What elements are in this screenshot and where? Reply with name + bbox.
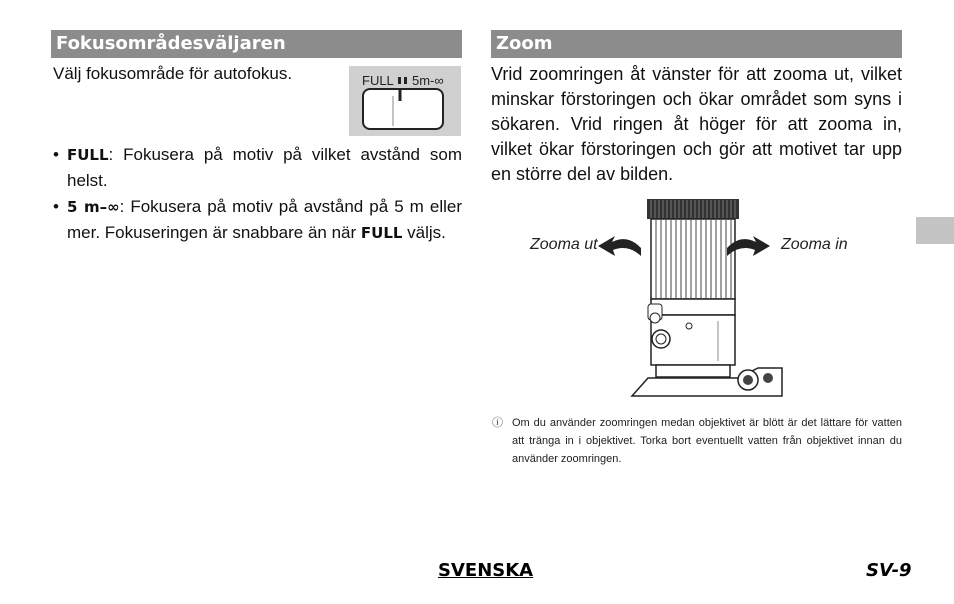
caution-note-text: Om du använder zoomringen medan objektivet är blött är det lättare för vatten att tränga in i objektivet. Torka bort eventuellt vatten från objektivet innan du använder zoomringen. <box>512 417 902 465</box>
switch-full-label: FULL <box>362 73 394 88</box>
page-number: SV-9 <box>866 560 912 581</box>
bullet-5m <box>53 194 462 246</box>
bullet-text: : Fokusera på motiv på avstånd på 5 m eller mer. Fokuseringen är snabbare än när <box>67 197 462 242</box>
bullet-dot: • <box>53 145 59 164</box>
caution-note <box>492 414 902 468</box>
bullet-dot: • <box>53 197 59 216</box>
chapter-tab <box>916 217 954 244</box>
zoom-in-label: Zooma in <box>781 236 848 253</box>
focus-switch-icon <box>349 66 461 136</box>
section-header-focus-selector: Fokusområdesväljaren <box>51 30 462 58</box>
caution-icon: ⓘ <box>492 417 503 429</box>
focus-limiter-switch-illustration <box>349 66 461 136</box>
bullet-text: : Fokusera på motiv på vilket avstånd som helst. <box>67 145 462 190</box>
zoom-out-label: Zooma ut <box>530 236 598 253</box>
section-header-zoom: Zoom <box>491 30 902 58</box>
bullet-term-inline: FULL <box>360 224 403 242</box>
lens-zoom-illustration <box>598 196 790 398</box>
intro-text: Välj fokusområde för autofokus. <box>53 64 293 83</box>
bullet-text-end: väljs. <box>402 223 446 242</box>
switch-range-label: 5m-∞ <box>412 73 444 88</box>
zoom-description: Vrid zoomringen åt vänster för att zooma ut, vilket minskar förstoringen och ökar området som syns i sökaren. Vrid ringen åt höger för att zooma in, vilket ökar förstoringen och gör att motivet tar upp en större del av bilden. <box>491 64 902 184</box>
bullet-full <box>53 142 462 193</box>
footer-language: SVENSKA <box>438 560 534 581</box>
bullet-term: 5 m–∞ <box>67 198 120 216</box>
bullet-term: FULL <box>67 146 109 164</box>
bullet-list <box>53 142 462 247</box>
